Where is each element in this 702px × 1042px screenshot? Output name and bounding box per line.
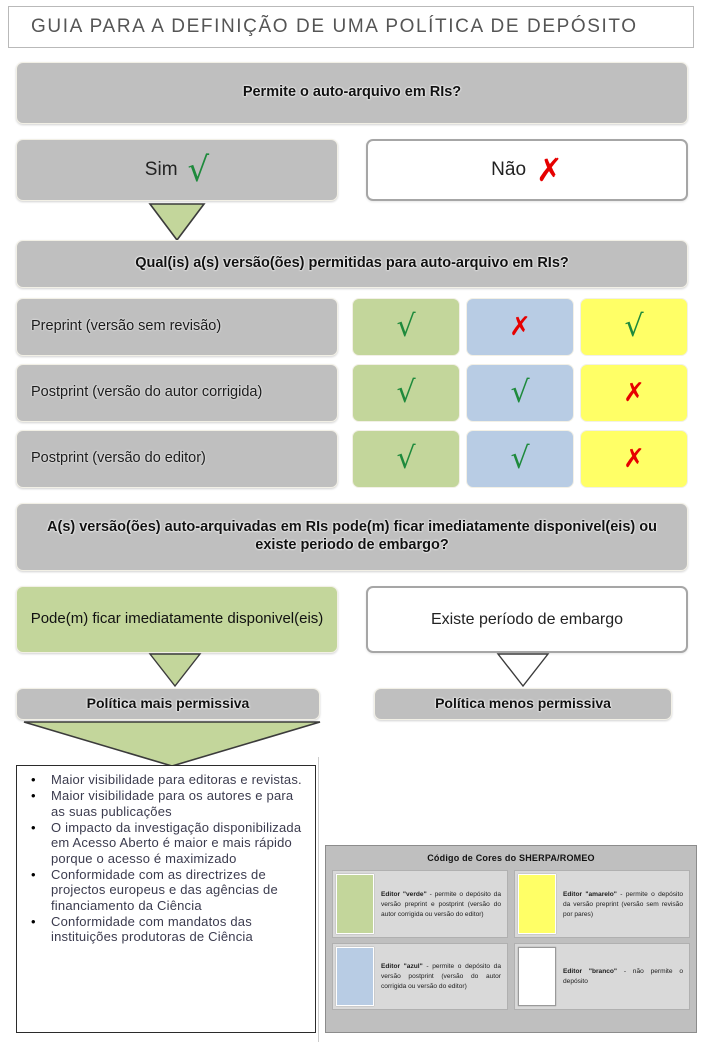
question-2-box bbox=[16, 240, 688, 288]
matrix-cell-postprint-editor-yellow[interactable] bbox=[580, 430, 688, 488]
answer-yes-label: Sim bbox=[144, 159, 178, 181]
page-title: GUIA PARA A DEFINIÇÃO DE UMA POLÍTICA DE DEPÓSITO bbox=[31, 16, 638, 37]
legend-text-yellow bbox=[559, 871, 689, 937]
question-1-box bbox=[16, 62, 688, 124]
branch-immediate-box[interactable] bbox=[16, 586, 338, 653]
arrow-down-yes-icon bbox=[148, 202, 206, 242]
list-item: • Maior visibilidade para editoras e revistas. bbox=[51, 772, 309, 787]
cross-icon: ✗ bbox=[623, 444, 645, 474]
swatch-white-icon bbox=[518, 947, 556, 1007]
branch-immediate-label: Pode(m) ficar imediatamente disponivel(eis) bbox=[30, 610, 324, 628]
cross-icon: ✗ bbox=[623, 378, 645, 408]
check-icon: √ bbox=[396, 375, 416, 410]
row-label-text: Postprint (versão do autor corrigida) bbox=[31, 384, 263, 401]
check-icon: √ bbox=[624, 309, 644, 344]
legend-title: Código de Cores do SHERPA/ROMEO bbox=[427, 853, 595, 863]
matrix-cell-preprint-blue[interactable] bbox=[466, 298, 574, 356]
answer-yes-box[interactable] bbox=[16, 139, 338, 201]
outcome-more-label: Política mais permissiva bbox=[86, 695, 250, 712]
legend-bold-green: Editor "verde" bbox=[381, 890, 427, 898]
question-3-text: A(s) versão(ões) auto-arquivadas em RIs pode(m) ficar imediatamente disponivel(eis) ou existe periodo de embargo? bbox=[47, 519, 657, 553]
legend-bold-white: Editor "branco" bbox=[563, 968, 618, 976]
swatch-yellow-icon bbox=[518, 874, 556, 934]
legend-body-blue: - permite o depósito da versão postprint (versão do autor corrigida ou versão do editor) bbox=[381, 963, 501, 991]
swatch-blue-icon bbox=[336, 947, 374, 1007]
outcome-less-label: Política menos permissiva bbox=[435, 695, 611, 712]
check-icon: √ bbox=[396, 309, 416, 344]
page-title-bar bbox=[8, 6, 694, 48]
legend-panel bbox=[325, 845, 697, 1033]
legend-body-green: - permite o depósito da versão preprint e postprint (versão do autor corrigida ou versão do editor) bbox=[381, 890, 501, 918]
question-2-text: Qual(is) a(s) versão(ões) permitidas para auto-arquivo em RIs? bbox=[135, 255, 569, 272]
check-icon: √ bbox=[510, 375, 530, 410]
branch-embargo-label: Existe período de embargo bbox=[430, 610, 624, 628]
row-label-text: Preprint (versão sem revisão) bbox=[31, 318, 222, 335]
answer-no-label: Não bbox=[491, 159, 527, 181]
check-icon: √ bbox=[187, 150, 210, 190]
legend-body-yellow: - permite o depósito da versão preprint (versão sem revisão por pares) bbox=[563, 890, 684, 918]
check-icon: √ bbox=[396, 441, 416, 476]
list-item: • Conformidade com mandatos das instituições produtoras de Ciência bbox=[51, 914, 309, 945]
legend-text-white bbox=[559, 944, 689, 1010]
legend-item-blue bbox=[332, 943, 508, 1011]
matrix-cell-postprint-author-yellow[interactable] bbox=[580, 364, 688, 422]
legend-area bbox=[318, 757, 702, 1042]
swatch-green-icon bbox=[336, 874, 374, 934]
matrix-cell-preprint-yellow[interactable] bbox=[580, 298, 688, 356]
arrow-down-embargo-icon bbox=[496, 652, 550, 688]
question-3-box bbox=[16, 503, 688, 571]
legend-item-green bbox=[332, 870, 508, 938]
matrix-cell-postprint-editor-blue[interactable] bbox=[466, 430, 574, 488]
branch-embargo-box[interactable] bbox=[366, 586, 688, 653]
matrix-row-label-preprint bbox=[16, 298, 338, 356]
legend-text-green bbox=[377, 871, 507, 937]
list-item: • Conformidade com as directrizes de projectos europeus e das agências de financiamento da Ciência bbox=[51, 867, 309, 913]
question-1-text: Permite o auto-arquivo em RIs? bbox=[242, 84, 462, 101]
list-item: • Maior visibilidade para os autores e para as suas publicações bbox=[51, 788, 309, 819]
legend-bold-blue: Editor "azul" bbox=[381, 963, 423, 971]
answer-no-box[interactable] bbox=[366, 139, 688, 201]
arrow-down-benefits-icon bbox=[22, 720, 322, 768]
benefits-box bbox=[16, 765, 316, 1033]
matrix-cell-postprint-author-blue[interactable] bbox=[466, 364, 574, 422]
legend-bold-yellow: Editor "amarelo" bbox=[563, 890, 617, 898]
legend-item-yellow bbox=[514, 870, 690, 938]
arrow-down-immediate-icon bbox=[148, 652, 202, 688]
matrix-cell-postprint-editor-green[interactable] bbox=[352, 430, 460, 488]
matrix-row-label-postprint-editor bbox=[16, 430, 338, 488]
outcome-more-permissive-box[interactable] bbox=[16, 688, 320, 720]
matrix-cell-postprint-author-green[interactable] bbox=[352, 364, 460, 422]
matrix-cell-preprint-green[interactable] bbox=[352, 298, 460, 356]
matrix-row-label-postprint-author bbox=[16, 364, 338, 422]
legend-text-blue bbox=[377, 944, 507, 1010]
benefits-list bbox=[17, 772, 315, 945]
legend-body-white: - não permite o depósito bbox=[563, 968, 683, 986]
cross-icon: ✗ bbox=[509, 312, 531, 342]
check-icon: √ bbox=[510, 441, 530, 476]
cross-icon: ✗ bbox=[536, 151, 563, 189]
list-item: • O impacto da investigação disponibilizada em Acesso Aberto é maior e mais rápido porque o acesso é maximizado bbox=[51, 820, 309, 866]
legend-item-white bbox=[514, 943, 690, 1011]
legend-grid bbox=[332, 870, 690, 1010]
row-label-text: Postprint (versão do editor) bbox=[31, 450, 206, 467]
outcome-less-permissive-box[interactable] bbox=[374, 688, 672, 720]
